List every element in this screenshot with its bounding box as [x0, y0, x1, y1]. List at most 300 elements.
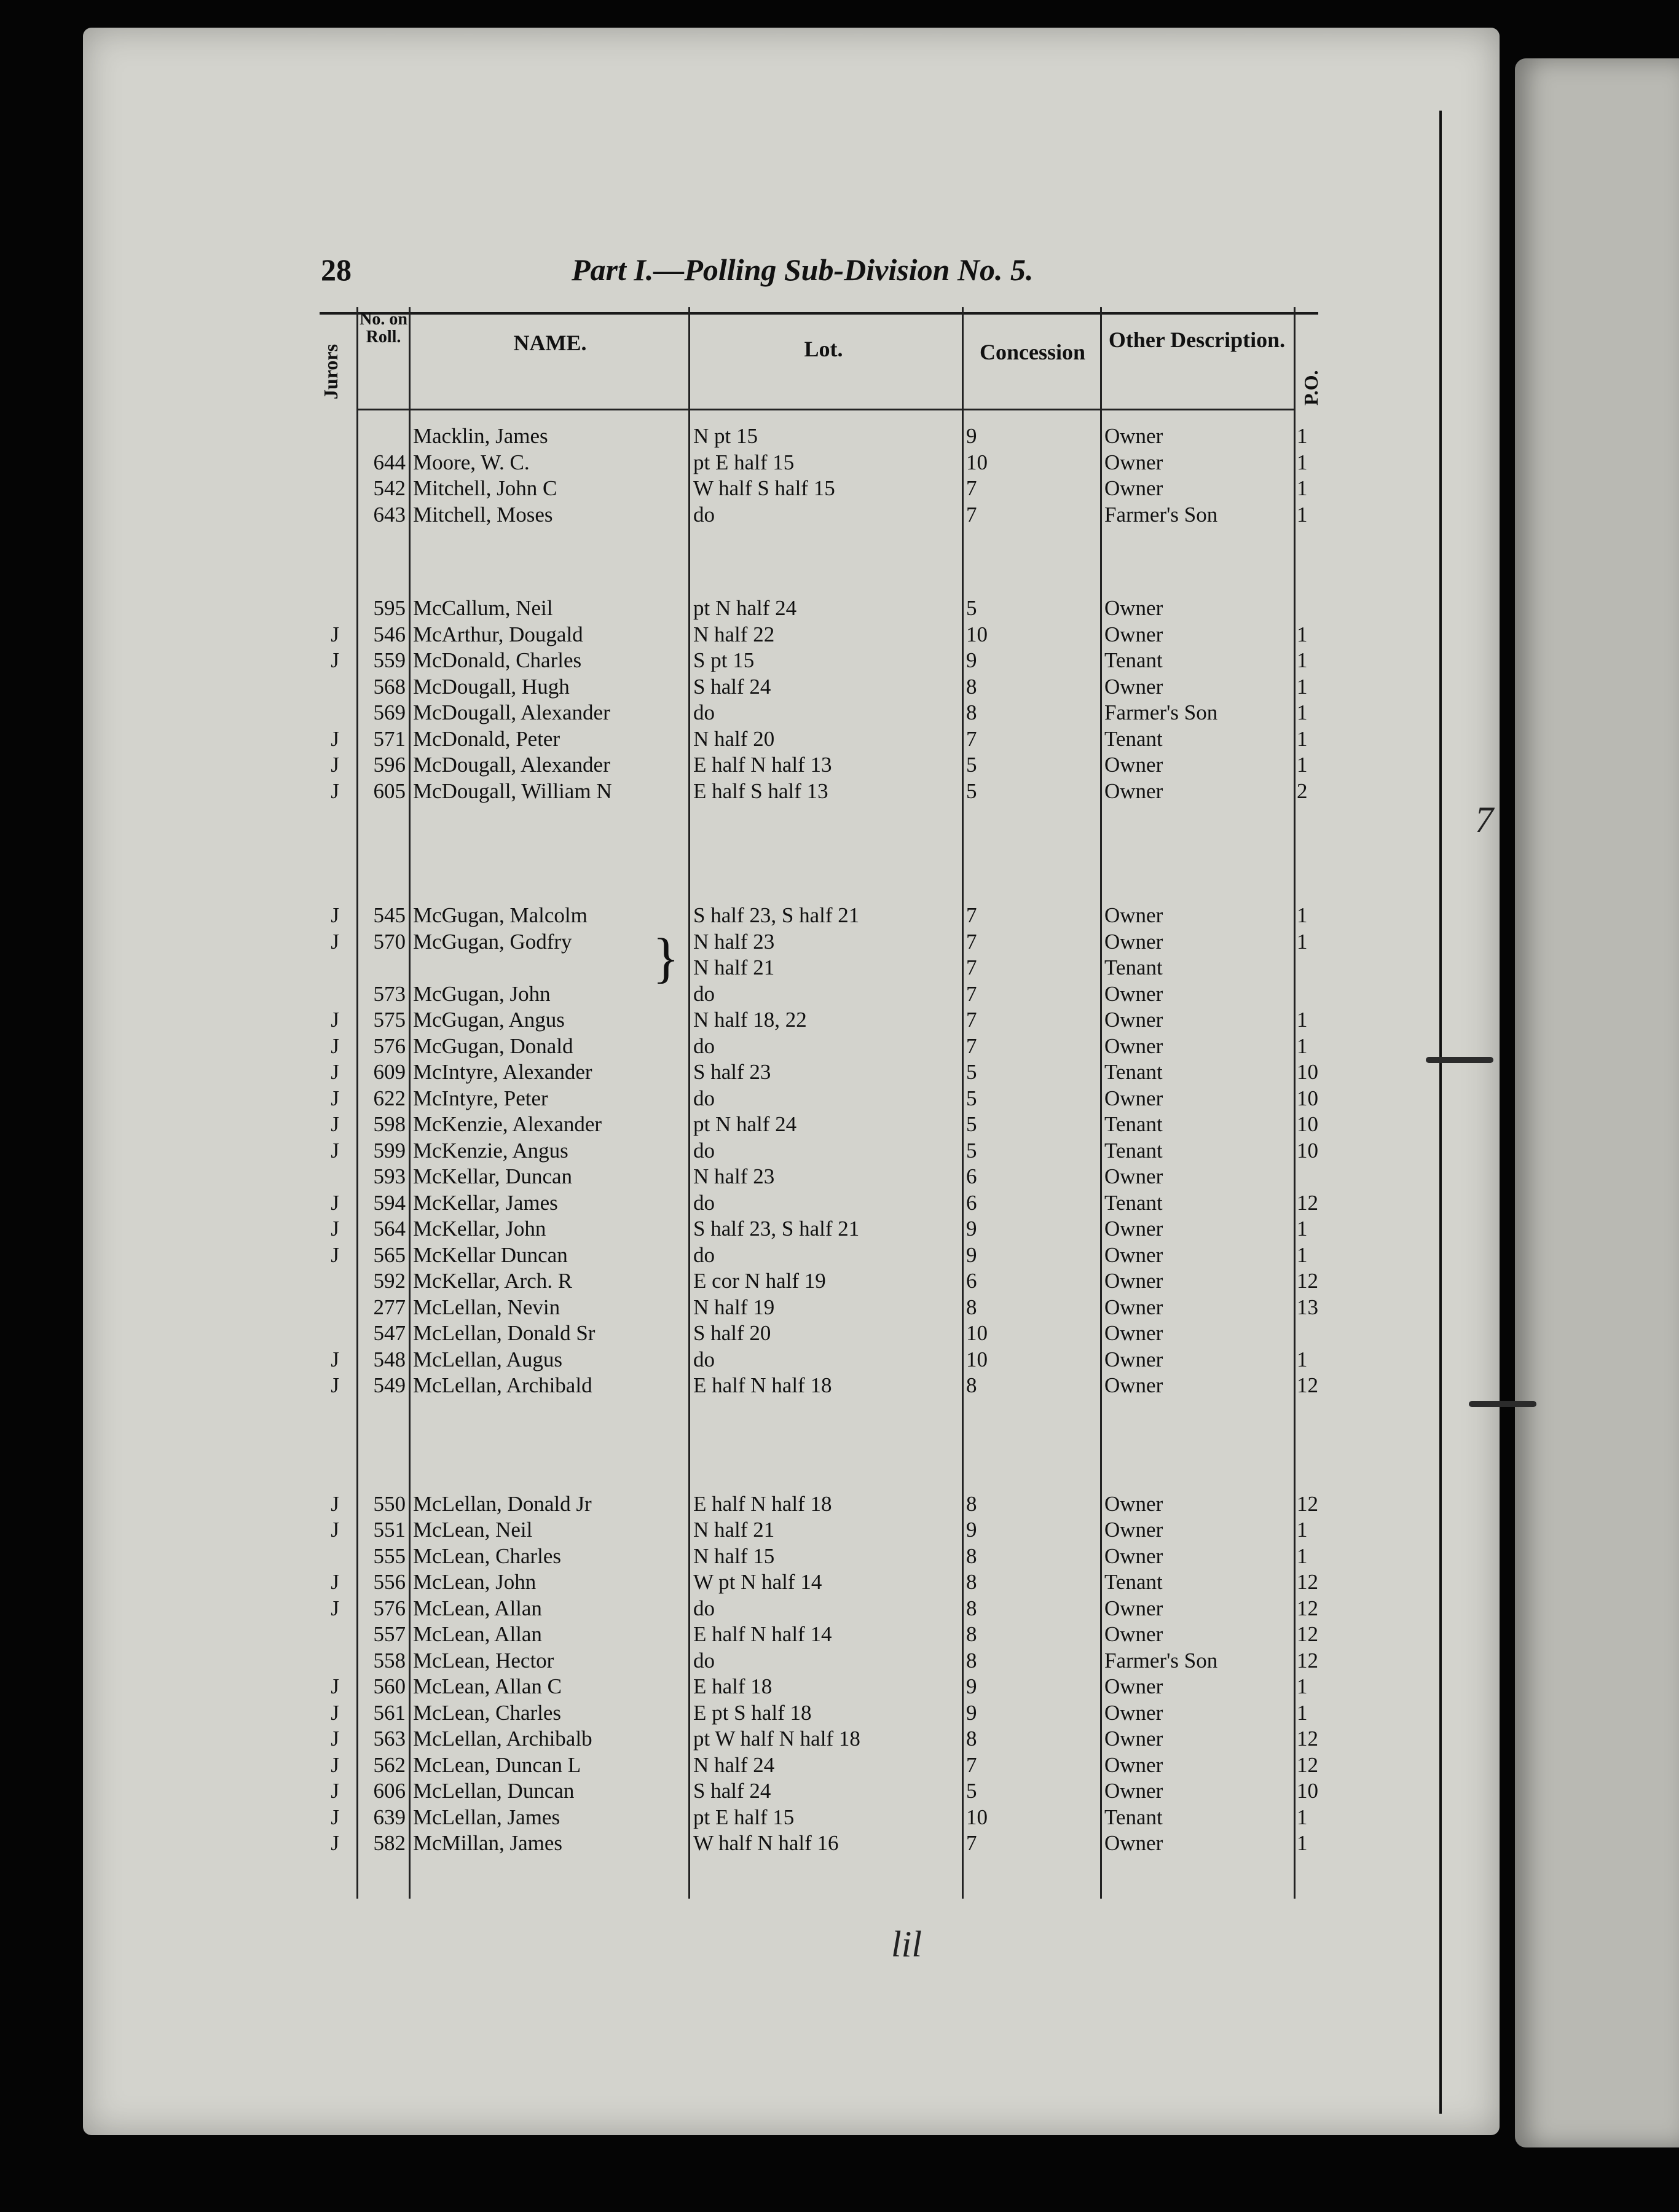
table-row [0, 1112, 1679, 1137]
voter-name: McGugan, Angus [413, 1008, 565, 1032]
description: Owner [1104, 1242, 1163, 1267]
brace-mark: } [653, 928, 680, 989]
post-office: 12 [1297, 1596, 1318, 1620]
post-office: 10 [1297, 1138, 1318, 1163]
post-office: 1 [1297, 674, 1308, 699]
juror-mark: J [331, 1086, 339, 1110]
voter-name: McLean, Neil [413, 1518, 533, 1542]
description: Farmer's Son [1104, 700, 1218, 724]
concession: 8 [966, 1373, 977, 1397]
juror-mark: J [331, 1190, 339, 1215]
table-row [0, 982, 1679, 1006]
lot: do [693, 700, 715, 724]
voter-name: McLean, Hector [413, 1648, 554, 1673]
header-lot: Lot. [804, 337, 843, 361]
header-concession: Concession [979, 340, 1086, 364]
table-row [0, 596, 1679, 621]
description: Owner [1104, 1033, 1163, 1058]
roll-number: 592 [373, 1269, 406, 1293]
post-office: 1 [1297, 1700, 1308, 1725]
lot: N pt 15 [693, 424, 758, 448]
table-row [0, 1544, 1679, 1569]
margin-mark-bottom: lil [891, 1924, 922, 1964]
roll-number: 568 [373, 674, 406, 699]
lot: do [693, 1242, 715, 1267]
voter-name: McGugan, Godfry [413, 929, 572, 954]
description: Owner [1104, 674, 1163, 699]
voter-name: McKenzie, Angus [413, 1138, 568, 1163]
post-office: 2 [1297, 779, 1308, 803]
description: Tenant [1104, 1570, 1163, 1594]
post-office: 10 [1297, 1779, 1318, 1803]
juror-mark: J [331, 648, 339, 672]
concession: 8 [966, 1295, 977, 1319]
roll-number: 593 [373, 1164, 406, 1188]
juror-mark: J [331, 1831, 339, 1855]
post-office: 10 [1297, 1086, 1318, 1110]
juror-mark: J [331, 779, 339, 803]
description: Farmer's Son [1104, 1648, 1218, 1673]
table-row [0, 1649, 1679, 1673]
description: Owner [1104, 1779, 1163, 1803]
voter-name: McDougall, Alexander [413, 700, 610, 724]
roll-number: 605 [373, 779, 406, 803]
lot: do [693, 1347, 715, 1371]
juror-mark: J [331, 726, 339, 751]
concession: 5 [966, 1060, 977, 1084]
description: Owner [1104, 753, 1163, 777]
voter-name: McDougall, Alexander [413, 753, 610, 777]
post-office: 1 [1297, 476, 1308, 500]
post-office: 12 [1297, 1491, 1318, 1516]
table-row [0, 955, 1679, 980]
description: Owner [1104, 596, 1163, 620]
lot: N half 24 [693, 1752, 775, 1777]
post-office: 1 [1297, 1033, 1308, 1058]
roll-number: 546 [373, 622, 406, 646]
roll-number: 571 [373, 726, 406, 751]
roll-number: 575 [373, 1008, 406, 1032]
lot: do [693, 1033, 715, 1058]
concession: 6 [966, 1164, 977, 1188]
description: Tenant [1104, 1805, 1163, 1829]
concession: 7 [966, 1752, 977, 1777]
voter-name: McKellar Duncan [413, 1242, 568, 1267]
staple-mark [1426, 1057, 1493, 1063]
roll-number: 557 [373, 1622, 406, 1646]
roll-number: 595 [373, 596, 406, 620]
lot: W half N half 16 [693, 1831, 839, 1855]
roll-number: 643 [373, 502, 406, 527]
roll-number: 570 [373, 929, 406, 954]
table-row [0, 476, 1679, 501]
concession: 7 [966, 502, 977, 527]
concession: 7 [966, 1033, 977, 1058]
lot: E half 18 [693, 1674, 773, 1698]
lot: do [693, 1086, 715, 1110]
concession: 9 [966, 1217, 977, 1241]
description: Owner [1104, 1008, 1163, 1032]
lot: S half 23, S half 21 [693, 903, 860, 927]
voter-name: McLellan, Nevin [413, 1295, 560, 1319]
table-row [0, 1570, 1679, 1594]
table-row [0, 424, 1679, 449]
description: Owner [1104, 1727, 1163, 1751]
lot: N half 23 [693, 1164, 775, 1188]
description: Tenant [1104, 648, 1163, 672]
lot: W half S half 15 [693, 476, 835, 500]
table-row [0, 1295, 1679, 1320]
lot: S half 24 [693, 674, 771, 699]
table-row [0, 503, 1679, 527]
voter-name: McLellan, Augus [413, 1347, 563, 1371]
concession: 8 [966, 1570, 977, 1594]
roll-number: 542 [373, 476, 406, 500]
header-bottom-rule [356, 409, 1294, 410]
roll-number: 555 [373, 1543, 406, 1568]
lot: E half S half 13 [693, 779, 828, 803]
concession: 7 [966, 903, 977, 927]
table-row [0, 1217, 1679, 1241]
voter-name: McMillan, James [413, 1831, 563, 1855]
description: Owner [1104, 929, 1163, 954]
concession: 8 [966, 1491, 977, 1516]
juror-mark: J [331, 1596, 339, 1620]
header-jurors: Jurors [320, 343, 342, 399]
concession: 6 [966, 1190, 977, 1215]
post-office: 1 [1297, 502, 1308, 527]
voter-name: Mitchell, John C [413, 476, 557, 500]
concession: 8 [966, 1543, 977, 1568]
juror-mark: J [331, 903, 339, 927]
lot: pt N half 24 [693, 596, 797, 620]
concession: 8 [966, 1648, 977, 1673]
roll-number: 639 [373, 1805, 406, 1829]
lot: E half N half 18 [693, 1491, 832, 1516]
concession: 7 [966, 981, 977, 1006]
description: Owner [1104, 1321, 1163, 1345]
table-row [0, 675, 1679, 699]
voter-name: McLellan, James [413, 1805, 560, 1829]
post-office: 12 [1297, 1570, 1318, 1594]
voter-name: McArthur, Dougald [413, 622, 583, 646]
description: Tenant [1104, 726, 1163, 751]
description: Owner [1104, 779, 1163, 803]
roll-number: 548 [373, 1347, 406, 1371]
post-office: 12 [1297, 1373, 1318, 1397]
lot: N half 23 [693, 929, 775, 954]
juror-mark: J [331, 1217, 339, 1241]
roll-number: 551 [373, 1518, 406, 1542]
description: Owner [1104, 1622, 1163, 1646]
lot: S half 24 [693, 1779, 771, 1803]
lot: E half N half 14 [693, 1622, 832, 1646]
table-row [0, 450, 1679, 475]
voter-name: McGugan, Donald [413, 1033, 573, 1058]
table-top-rule [320, 312, 1318, 315]
description: Owner [1104, 1491, 1163, 1516]
roll-number: 599 [373, 1138, 406, 1163]
concession: 5 [966, 1112, 977, 1136]
concession: 5 [966, 596, 977, 620]
roll-number: 582 [373, 1831, 406, 1855]
post-office: 1 [1297, 753, 1308, 777]
table-row [0, 1753, 1679, 1778]
voter-name: McDonald, Charles [413, 648, 582, 672]
post-office: 1 [1297, 1217, 1308, 1241]
description: Owner [1104, 1518, 1163, 1542]
concession: 7 [966, 1831, 977, 1855]
voter-name: McLellan, Archibalb [413, 1727, 592, 1751]
concession: 9 [966, 1700, 977, 1725]
roll-number: 594 [373, 1190, 406, 1215]
description: Tenant [1104, 1138, 1163, 1163]
description: Owner [1104, 1831, 1163, 1855]
voter-name: McKellar, John [413, 1217, 546, 1241]
juror-mark: J [331, 929, 339, 954]
lot: do [693, 502, 715, 527]
table-row [0, 700, 1679, 725]
juror-mark: J [331, 1518, 339, 1542]
description: Owner [1104, 1164, 1163, 1188]
roll-number: 547 [373, 1321, 406, 1345]
roll-number: 576 [373, 1596, 406, 1620]
lot: N half 18, 22 [693, 1008, 807, 1032]
voter-name: McGugan, John [413, 981, 551, 1006]
roll-number: 561 [373, 1700, 406, 1725]
concession: 7 [966, 955, 977, 979]
concession: 7 [966, 726, 977, 751]
roll-number: 549 [373, 1373, 406, 1397]
concession: 7 [966, 929, 977, 954]
voter-name: McLellan, Archibald [413, 1373, 592, 1397]
header-po: P.O. [1300, 370, 1322, 406]
juror-mark: J [331, 1373, 339, 1397]
lot: do [693, 1648, 715, 1673]
roll-number: 545 [373, 903, 406, 927]
post-office: 1 [1297, 1674, 1308, 1698]
concession: 10 [966, 1321, 988, 1345]
post-office: 1 [1297, 1543, 1308, 1568]
description: Owner [1104, 981, 1163, 1006]
voter-name: McLellan, Donald Sr [413, 1321, 596, 1345]
post-office: 12 [1297, 1752, 1318, 1777]
roll-number: 598 [373, 1112, 406, 1136]
juror-mark: J [331, 1347, 339, 1371]
description: Owner [1104, 1700, 1163, 1725]
post-office: 12 [1297, 1648, 1318, 1673]
juror-mark: J [331, 1033, 339, 1058]
juror-mark: J [331, 1752, 339, 1777]
voter-name: McLellan, Duncan [413, 1779, 575, 1803]
description: Tenant [1104, 1190, 1163, 1215]
description: Owner [1104, 1217, 1163, 1241]
table-row [0, 1034, 1679, 1059]
juror-mark: J [331, 1242, 339, 1267]
roll-number: 565 [373, 1242, 406, 1267]
lot: N half 19 [693, 1295, 775, 1319]
post-office: 1 [1297, 1518, 1308, 1542]
concession: 5 [966, 1779, 977, 1803]
roll-number: 573 [373, 981, 406, 1006]
table-row [0, 1321, 1679, 1346]
voter-name: McKenzie, Alexander [413, 1112, 602, 1136]
description: Owner [1104, 1674, 1163, 1698]
juror-mark: J [331, 753, 339, 777]
description: Owner [1104, 622, 1163, 646]
lot: N half 21 [693, 955, 775, 979]
juror-mark: J [331, 1700, 339, 1725]
concession: 10 [966, 1347, 988, 1371]
voter-name: McLean, Charles [413, 1700, 562, 1725]
juror-mark: J [331, 1805, 339, 1829]
roll-number: 596 [373, 753, 406, 777]
table-row [0, 1164, 1679, 1189]
lot: N half 15 [693, 1543, 775, 1568]
concession: 9 [966, 1242, 977, 1267]
table-row [0, 1727, 1679, 1751]
roll-number: 606 [373, 1779, 406, 1803]
concession: 9 [966, 1674, 977, 1698]
voter-name: McLean, John [413, 1570, 537, 1594]
concession: 10 [966, 622, 988, 646]
description: Owner [1104, 1295, 1163, 1319]
lot: do [693, 1138, 715, 1163]
roll-number: 550 [373, 1491, 406, 1516]
voter-name: McDougall, Hugh [413, 674, 570, 699]
post-office: 13 [1297, 1295, 1318, 1319]
table-row [0, 622, 1679, 647]
concession: 8 [966, 1622, 977, 1646]
lot: pt N half 24 [693, 1112, 797, 1136]
description: Tenant [1104, 1060, 1163, 1084]
roll-number: 562 [373, 1752, 406, 1777]
voter-name: McCallum, Neil [413, 596, 553, 620]
header-description: Other Description. [1108, 327, 1286, 352]
concession: 9 [966, 648, 977, 672]
concession: 9 [966, 424, 977, 448]
post-office: 12 [1297, 1269, 1318, 1293]
voter-name: McLean, Allan [413, 1596, 542, 1620]
voter-name: McGugan, Malcolm [413, 903, 588, 927]
roll-number: 564 [373, 1217, 406, 1241]
post-office: 1 [1297, 1008, 1308, 1032]
description: Owner [1104, 1543, 1163, 1568]
table-row [0, 903, 1679, 928]
concession: 6 [966, 1269, 977, 1293]
concession: 8 [966, 674, 977, 699]
post-office: 12 [1297, 1190, 1318, 1215]
page-number: 28 [321, 253, 352, 287]
post-office: 1 [1297, 648, 1308, 672]
juror-mark: J [331, 622, 339, 646]
juror-mark: J [331, 1060, 339, 1084]
lot: S pt 15 [693, 648, 755, 672]
table-row [0, 1373, 1679, 1398]
post-office: 12 [1297, 1622, 1318, 1646]
table-row [0, 1347, 1679, 1372]
post-office: 1 [1297, 1242, 1308, 1267]
table-row [0, 1191, 1679, 1215]
description: Owner [1104, 450, 1163, 474]
voter-name: McLean, Charles [413, 1543, 562, 1568]
description: Owner [1104, 1752, 1163, 1777]
voter-name: McLean, Allan C [413, 1674, 562, 1698]
table-row [0, 1060, 1679, 1084]
roll-number: 622 [373, 1086, 406, 1110]
post-office: 1 [1297, 622, 1308, 646]
table-row [0, 1805, 1679, 1830]
post-office: 1 [1297, 903, 1308, 927]
table-row [0, 1622, 1679, 1647]
post-office: 10 [1297, 1112, 1318, 1136]
table-row [0, 1674, 1679, 1699]
roll-number: 560 [373, 1674, 406, 1698]
table-row [0, 779, 1679, 804]
table-row [0, 1492, 1679, 1516]
post-office: 1 [1297, 1831, 1308, 1855]
post-office: 1 [1297, 726, 1308, 751]
roll-number: 556 [373, 1570, 406, 1594]
lot: E half N half 13 [693, 753, 832, 777]
table-row [0, 1701, 1679, 1725]
voter-name: Mitchell, Moses [413, 502, 553, 527]
lot: do [693, 981, 715, 1006]
voter-name: McIntyre, Peter [413, 1086, 548, 1110]
description: Owner [1104, 1086, 1163, 1110]
post-office: 1 [1297, 1805, 1308, 1829]
roll-number: 609 [373, 1060, 406, 1084]
page-title: Part I.—Polling Sub-Division No. 5. [572, 253, 1034, 287]
margin-mark-right: 7 [1475, 799, 1493, 840]
header-roll: No. on Roll. [360, 310, 407, 347]
juror-mark: J [331, 1779, 339, 1803]
roll-number: 563 [373, 1727, 406, 1751]
voter-name: McDougall, William N [413, 779, 612, 803]
juror-mark: J [331, 1570, 339, 1594]
table-row [0, 648, 1679, 673]
roll-number: 277 [373, 1295, 406, 1319]
juror-mark: J [331, 1674, 339, 1698]
lot: N half 20 [693, 726, 775, 751]
voter-name: McLellan, Donald Jr [413, 1491, 592, 1516]
concession: 5 [966, 1138, 977, 1163]
table-row [0, 1269, 1679, 1293]
lot: do [693, 1596, 715, 1620]
roll-number: 558 [373, 1648, 406, 1673]
table-row [0, 1831, 1679, 1856]
table-row [0, 1596, 1679, 1621]
concession: 10 [966, 450, 988, 474]
lot: N half 22 [693, 622, 775, 646]
concession: 8 [966, 700, 977, 724]
header-name: NAME. [513, 331, 587, 355]
description: Owner [1104, 903, 1163, 927]
table-row [0, 1518, 1679, 1542]
lot: N half 21 [693, 1518, 775, 1542]
concession: 9 [966, 1518, 977, 1542]
table-row [0, 753, 1679, 777]
table-row [0, 1086, 1679, 1111]
description: Tenant [1104, 1112, 1163, 1136]
juror-mark: J [331, 1491, 339, 1516]
juror-mark: J [331, 1727, 339, 1751]
description: Farmer's Son [1104, 502, 1218, 527]
concession: 5 [966, 753, 977, 777]
post-office: 1 [1297, 700, 1308, 724]
concession: 10 [966, 1805, 988, 1829]
table-row [0, 727, 1679, 751]
